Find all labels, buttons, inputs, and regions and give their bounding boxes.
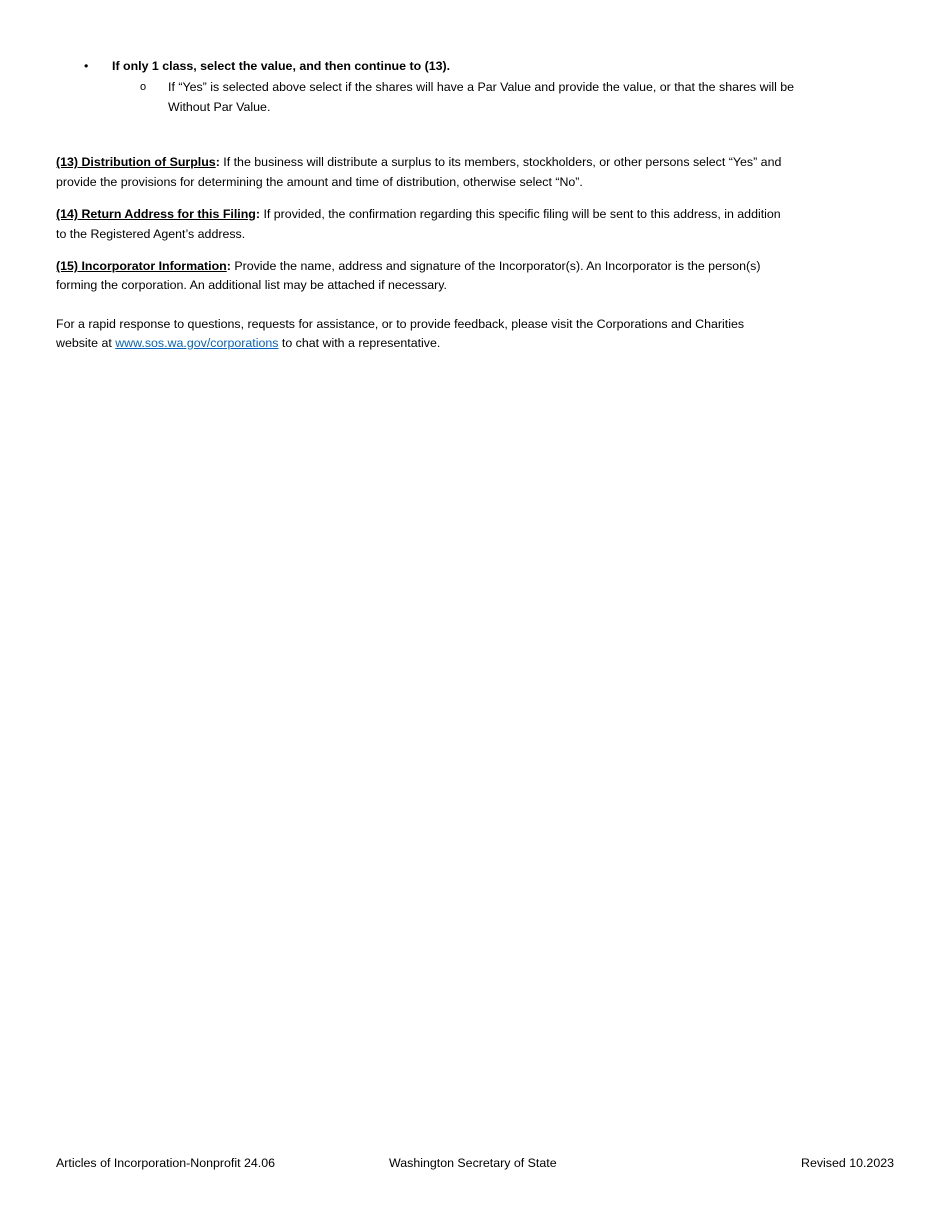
footer-revision: Revised 10.2023: [801, 1156, 894, 1170]
contact-prefix: website at: [56, 336, 116, 350]
sub-bullet-line: If “Yes” is selected above select if the shares will have a Par Value and provide the value, or that the shares will be: [168, 80, 795, 94]
contact-text: For a rapid response to questions, requests for assistance, or to provide feedback, please visit the Corporations and Charities: [56, 317, 745, 331]
section-heading: (13) Distribution of Surplus: [56, 155, 216, 169]
colon: :: [226, 259, 231, 273]
section-14: [56, 204, 781, 224]
sub-bullet-icon: o: [140, 81, 147, 93]
bullet-icon: •: [84, 59, 89, 73]
section-text: provide the provisions for determining the amount and time of distribution, otherwise select “No”.: [56, 175, 583, 189]
section-text: Provide the name, address and signature of the Incorporator(s). An Incorporator is the person(s): [230, 259, 761, 273]
section-text: forming the corporation. An additional list may be attached if necessary.: [56, 278, 447, 292]
contact-text: [56, 333, 440, 353]
footer-form-name: Articles of Incorporation-Nonprofit 24.06: [56, 1156, 276, 1170]
section-text: If provided, the confirmation regarding this specific filing will be sent to this address, in addition: [260, 207, 781, 221]
section-15: [56, 256, 761, 276]
section-text: If the business will distribute a surplus to its members, stockholders, or other persons select “Yes” and: [219, 155, 782, 169]
footer-agency: Washington Secretary of State: [389, 1156, 557, 1170]
colon: :: [255, 207, 261, 221]
corporations-link[interactable]: www.sos.wa.gov/corporations: [115, 336, 279, 350]
section-13: [56, 152, 781, 172]
colon: :: [215, 155, 220, 169]
sub-bullet-line: Without Par Value.: [168, 100, 271, 114]
contact-suffix: to chat with a representative.: [278, 336, 441, 350]
section-heading: (14) Return Address for this Filing: [56, 207, 256, 221]
section-heading: (15) Incorporator Information: [56, 259, 227, 273]
bullet-main: If only 1 class, select the value, and then continue to (13).: [112, 59, 451, 73]
section-text: to the Registered Agent’s address.: [56, 227, 246, 241]
